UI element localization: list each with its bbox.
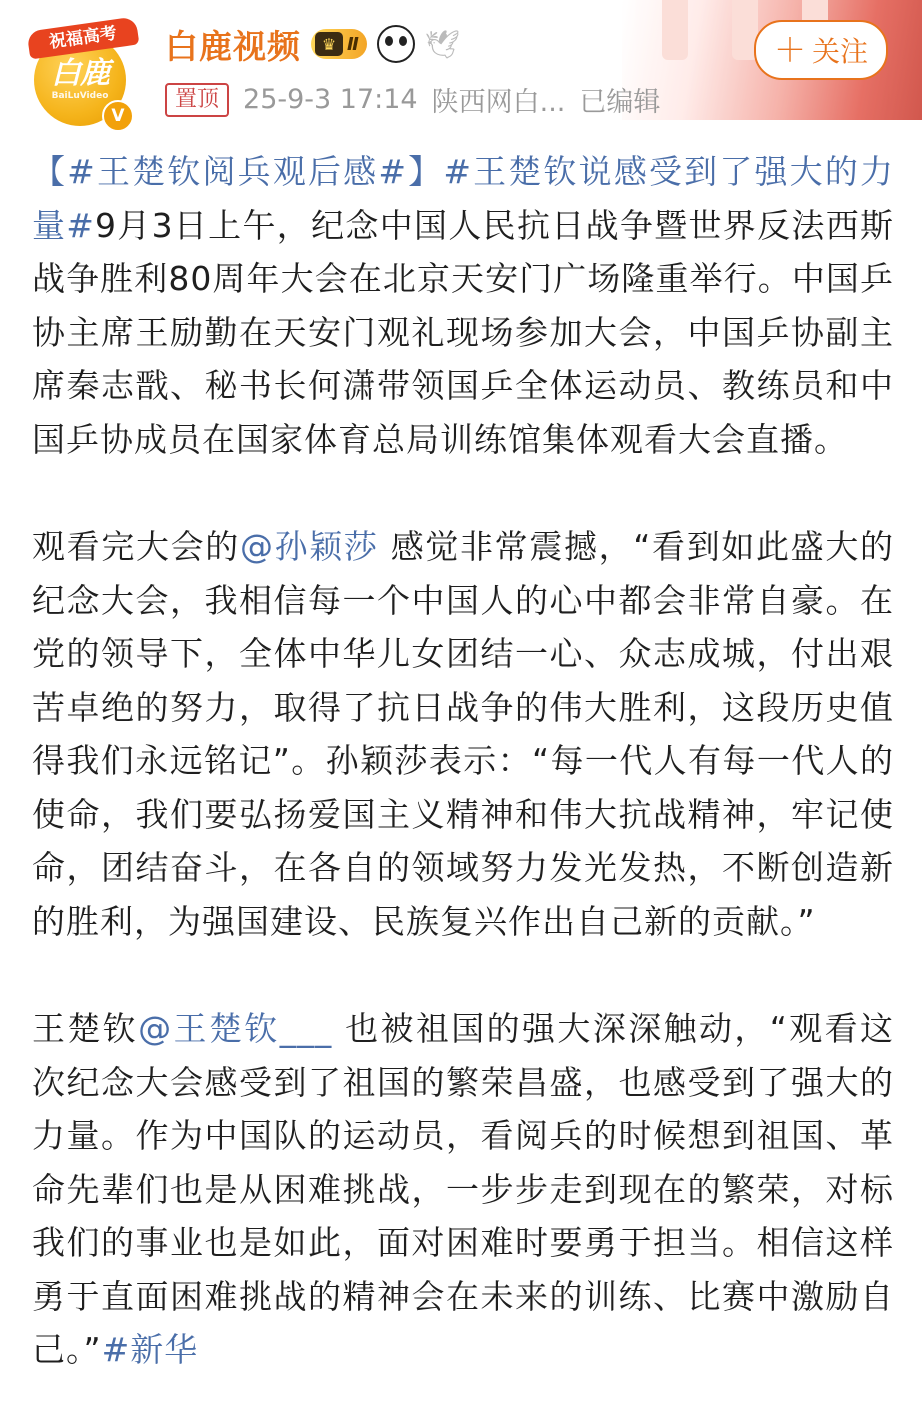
post-content [32,145,894,1377]
topic-link[interactable]: #新华 [101,1330,199,1369]
post-paragraph [32,1002,894,1377]
panda-icon[interactable] [377,25,415,63]
avatar-logo-text: 白鹿 [51,56,109,91]
level-badge[interactable] [311,29,367,59]
avatar-logo-sub: BaiLuVideo [51,91,109,101]
post-text: 观看完大会的 [32,527,240,566]
pinned-badge: 置顶 [165,83,229,117]
post-paragraph [32,145,894,466]
post-timestamp: 25-9-3 17:14 [243,84,418,115]
crown-icon: ♛ [315,32,343,56]
post-text: 王楚钦 [32,1009,139,1048]
avatar[interactable] [28,18,138,128]
topic-link[interactable]: 【#王楚钦阅兵观后感#】#王楚钦说感受到了强大的力量# [32,152,894,245]
mention-link[interactable]: @孙颖莎 [239,527,379,566]
post-meta [165,80,660,119]
post-paragraph [32,520,894,948]
plus-icon: ＋ [773,31,806,69]
dove-icon[interactable]: 🕊 [424,27,461,61]
level-label: Ⅱ [347,33,359,55]
edited-label[interactable]: 已编辑 [579,87,661,118]
post-source[interactable]: 陕西网白... [431,87,566,118]
follow-label: 关注 [812,35,869,68]
post-text: 9月3日上午，纪念中国人民抗日战争暨世界反法西斯战争胜利80周年大会在北京天安门广场隆重举行。中国乒协主席王励勤在天安门观礼现场参加大会，中国乒协副主席秦志戬、秘书长何潇带领国乒全体运动员、教练员和中国乒协成员在国家体育总局训练馆集体观看大会直播。 [32,205,894,459]
user-name[interactable]: 白鹿视频 [165,26,301,66]
follow-button[interactable] [754,20,888,80]
avatar-ribbon: 祝福高考 [27,16,140,59]
post-text: 也被祖国的强大深深触动，“观看这次纪念大会感受到了祖国的繁荣昌盛，也感受到了强大的力量。作为中国队的运动员，看阅兵的时候想到祖国、革命先辈们也是从困难挑战，一步步走到现在的繁荣，对标我们的事业也是如此，面对困难时要勇于担当。相信这样勇于直面困难挑战的精神会在未来的训练、比赛中激励自己。” [32,1009,895,1369]
user-info-row [165,20,460,68]
mention-link[interactable]: @王楚钦___ [138,1009,333,1048]
decoration-pillar [662,0,688,60]
post-text: 感觉非常震撼，“看到如此盛大的纪念大会，我相信每一个中国人的心中都会非常自豪。在党的领导下，全体中华儿女团结一心、众志成城，付出艰苦卓绝的努力，取得了抗日战争的伟大胜利，这段历史值得我们永远铭记”。孙颖莎表示：“每一代人有每一代人的使命，我们要弘扬爱国主义精神和伟大抗战精神，牢记使命，团结奋斗，在各自的领域努力发光发热，不断创造新的胜利，为强国建设、民族复兴作出自己新的贡献。” [32,527,894,941]
verified-icon: V [102,100,134,132]
